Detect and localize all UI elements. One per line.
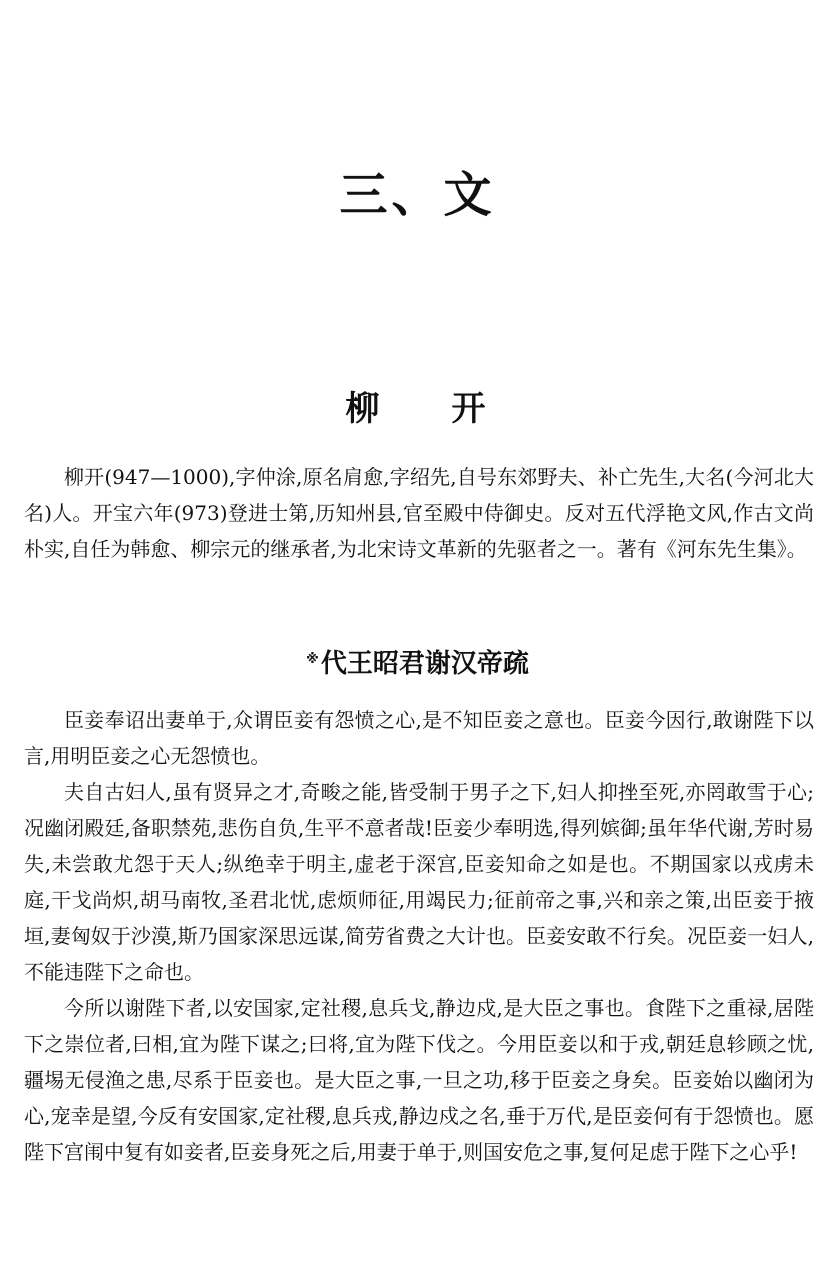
reference-mark: ※ bbox=[306, 652, 319, 667]
author-biography bbox=[24, 459, 814, 567]
section-title: 三、文 bbox=[339, 167, 496, 223]
essay-title-text: 代王昭君谢汉帝疏 bbox=[320, 649, 529, 679]
author-surname: 柳 bbox=[345, 389, 384, 429]
essay-paragraph-2: 夫自古妇人,虽有贤异之才,奇畯之能,皆受制于男子之下,妇人抑挫至死,亦罔敢雪于心;况幽闭殿廷,备职禁苑,悲伤自负,生平不意者哉!臣妾少奉明选,得列嫔御;虽年华代谢,芳时易失,未尝敢尤怨于天人;纵绝幸于明主,虚老于深宫,臣妾知命之如是也。不期国家以戎虏未庭,干戈尚炽,胡马南牧,圣君北忧,虑烦师征,用竭民力;征前帝之事,兴和亲之策,出臣妾于掖垣,妻匈奴于沙漠,斯乃国家深思远谋,简劳省费之大计也。臣妾安敢不行矣。况臣妾一妇人,不能违陛下之命也。 bbox=[24, 780, 814, 984]
essay-paragraph-1: 臣妾奉诏出妻单于,众谓臣妾有怨愤之心,是不知臣妾之意也。臣妾今因行,敢谢陛下以言,用明臣妾之心无怨愤也。 bbox=[24, 708, 814, 768]
author-given-name: 开 bbox=[451, 389, 490, 429]
essay-title bbox=[0, 644, 835, 684]
biography-paragraph: 柳开(947—1000),字仲涂,原名肩愈,字绍先,自号东郊野夫、补亡先生,大名(今河北大名)人。开宝六年(973)登进士第,历知州县,官至殿中侍御史。反对五代浮艳文风,作古文尚朴实,自任为韩愈、柳宗元的继承者,为北宋诗文革新的先驱者之一。著有《河东先生集》。 bbox=[24, 465, 814, 561]
essay-paragraph-3: 今所以谢陛下者,以安国家,定社稷,息兵戈,静边戍,是大臣之事也。食陛下之重禄,居陛下之崇位者,曰相,宜为陛下谋之;曰将,宜为陛下伐之。今用臣妾以和于戎,朝廷息轸顾之忧,疆埸无侵渔之患,尽系于臣妾也。是大臣之事,一旦之功,移于臣妾之身矣。臣妾始以幽闭为心,宠幸是望,今反有安国家,定社稷,息兵戎,静边戍之名,垂于万代,是臣妾何有于怨愤也。愿陛下宫闱中复有如妾者,臣妾身死之后,用妻于单于,则国安危之事,复何足虑于陛下之心乎! bbox=[24, 996, 814, 1164]
author-heading bbox=[0, 384, 835, 434]
essay-body bbox=[24, 702, 814, 1170]
